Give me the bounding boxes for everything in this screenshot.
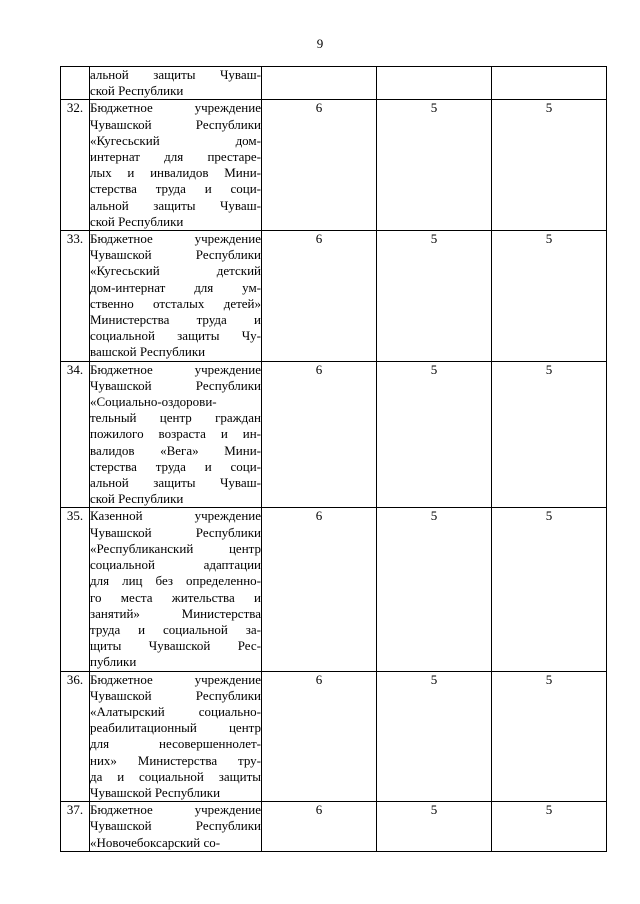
institution-name-line: Бюджетное учреждение	[90, 671, 261, 687]
table-row	[61, 231, 607, 362]
value-cell-1: 6	[262, 361, 377, 508]
value-cell-1: 6	[262, 802, 377, 852]
institution-name-line: да и социальной защиты	[90, 768, 261, 784]
table-row	[61, 100, 607, 231]
institution-name-line: социальной адаптации	[90, 557, 261, 573]
institution-name-line: для несовершеннолет-	[90, 736, 261, 752]
table-body	[61, 67, 607, 852]
value-cell-2: 5	[377, 231, 492, 362]
row-number-cell: 35.	[61, 508, 90, 671]
value-cell-3: 5	[492, 231, 607, 362]
value-cell-2: 5	[377, 671, 492, 802]
institution-name-line: Казенной учреждение	[90, 508, 261, 524]
value-cell-2: 5	[377, 100, 492, 231]
institution-name-line: ской Республики	[90, 83, 184, 99]
institution-name-line: интернат для престаре-	[90, 149, 261, 165]
institution-name-line: «Алатырский социально-	[90, 703, 261, 719]
institution-name-cell	[90, 508, 262, 671]
institution-name-line: Бюджетное учреждение	[90, 231, 261, 247]
institution-name-line: Чувашской Республики	[90, 247, 261, 263]
institution-name-line: ской Республики	[90, 491, 184, 507]
institution-name-line: Чувашской Республики	[90, 116, 261, 132]
institution-name-line: го места жительства и	[90, 589, 261, 605]
value-cell-2: 5	[377, 508, 492, 671]
value-cell-3: 5	[492, 508, 607, 671]
institution-name-line: дом-интернат для ум-	[90, 279, 261, 295]
row-number-cell: 37.	[61, 802, 90, 852]
institution-name-line: Бюджетное учреждение	[90, 100, 261, 116]
institution-name-cell	[90, 100, 262, 231]
institution-name-line: тельный центр граждан	[90, 410, 261, 426]
institution-name-line: Чувашской Республики	[90, 524, 261, 540]
institution-name-line: для лиц без определенно-	[90, 573, 261, 589]
value-cell-1	[262, 67, 377, 100]
institution-name-line: «Кугесьский дом-	[90, 132, 261, 148]
value-cell-1: 6	[262, 508, 377, 671]
row-number-cell: 32.	[61, 100, 90, 231]
institution-name-line: альной защиты Чуваш-	[90, 475, 261, 491]
table-row	[61, 802, 607, 852]
institution-name-line: «Республиканский центр	[90, 540, 261, 556]
institution-name-cell	[90, 67, 262, 100]
value-cell-1: 6	[262, 100, 377, 231]
institution-name-line: занятий» Министерства	[90, 605, 261, 621]
institution-name-line: Бюджетное учреждение	[90, 802, 261, 818]
value-cell-3: 5	[492, 100, 607, 231]
institution-name-line: альной защиты Чуваш-	[90, 67, 261, 82]
institution-name-line: лых и инвалидов Мини-	[90, 165, 261, 181]
value-cell-3: 5	[492, 671, 607, 802]
institution-name-line: щиты Чувашской Рес-	[90, 638, 261, 654]
institution-name-line: «Новочебоксарский со-	[90, 834, 221, 850]
value-cell-3: 5	[492, 802, 607, 852]
institution-name-line: Министерства труда и	[90, 312, 261, 328]
institution-name-line: «Кугесьский детский	[90, 263, 261, 279]
institution-name-line: них» Министерства тру-	[90, 752, 261, 768]
institution-name-line: стерства труда и соци-	[90, 458, 261, 474]
value-cell-3: 5	[492, 361, 607, 508]
table-row	[61, 67, 607, 100]
row-number-cell: 36.	[61, 671, 90, 802]
institution-name-line: валидов «Вега» Мини-	[90, 442, 261, 458]
institution-name-cell	[90, 231, 262, 362]
institution-name-line: социальной защиты Чу-	[90, 328, 261, 344]
institution-name-line: стерства труда и соци-	[90, 181, 261, 197]
row-number-cell: 34.	[61, 361, 90, 508]
value-cell-2: 5	[377, 802, 492, 852]
value-cell-2	[377, 67, 492, 100]
table-row	[61, 508, 607, 671]
institution-name-line: ственно отсталых детей»	[90, 295, 261, 311]
institution-name-line: Чувашской Республики	[90, 818, 261, 834]
institution-name-line: Чувашской Республики	[90, 784, 221, 800]
institution-name-cell	[90, 361, 262, 508]
institution-name-cell	[90, 671, 262, 802]
institution-name-line: «Социально-оздорови-	[90, 394, 217, 410]
institution-name-line: Чувашской Республики	[90, 687, 261, 703]
value-cell-1: 6	[262, 671, 377, 802]
row-number-cell	[61, 67, 90, 100]
institution-name-line: реабилитационный центр	[90, 720, 261, 736]
row-number-cell: 33.	[61, 231, 90, 362]
institution-name-line: ской Республики	[90, 213, 184, 229]
value-cell-1: 6	[262, 231, 377, 362]
institution-name-line: вашской Республики	[90, 344, 206, 360]
table-row	[61, 671, 607, 802]
institutions-table	[60, 66, 607, 852]
institution-name-line: пожилого возраста и ин-	[90, 426, 261, 442]
institution-name-line: труда и социальной за-	[90, 621, 261, 637]
institution-name-line: Бюджетное учреждение	[90, 361, 261, 377]
institution-name-line: Чувашской Республики	[90, 377, 261, 393]
page-number: 9	[316, 36, 324, 51]
value-cell-2: 5	[377, 361, 492, 508]
institution-name-line: альной защиты Чуваш-	[90, 197, 261, 213]
value-cell-3	[492, 67, 607, 100]
institution-name-cell	[90, 802, 262, 852]
institution-name-line: публики	[90, 654, 137, 670]
table-row	[61, 361, 607, 508]
